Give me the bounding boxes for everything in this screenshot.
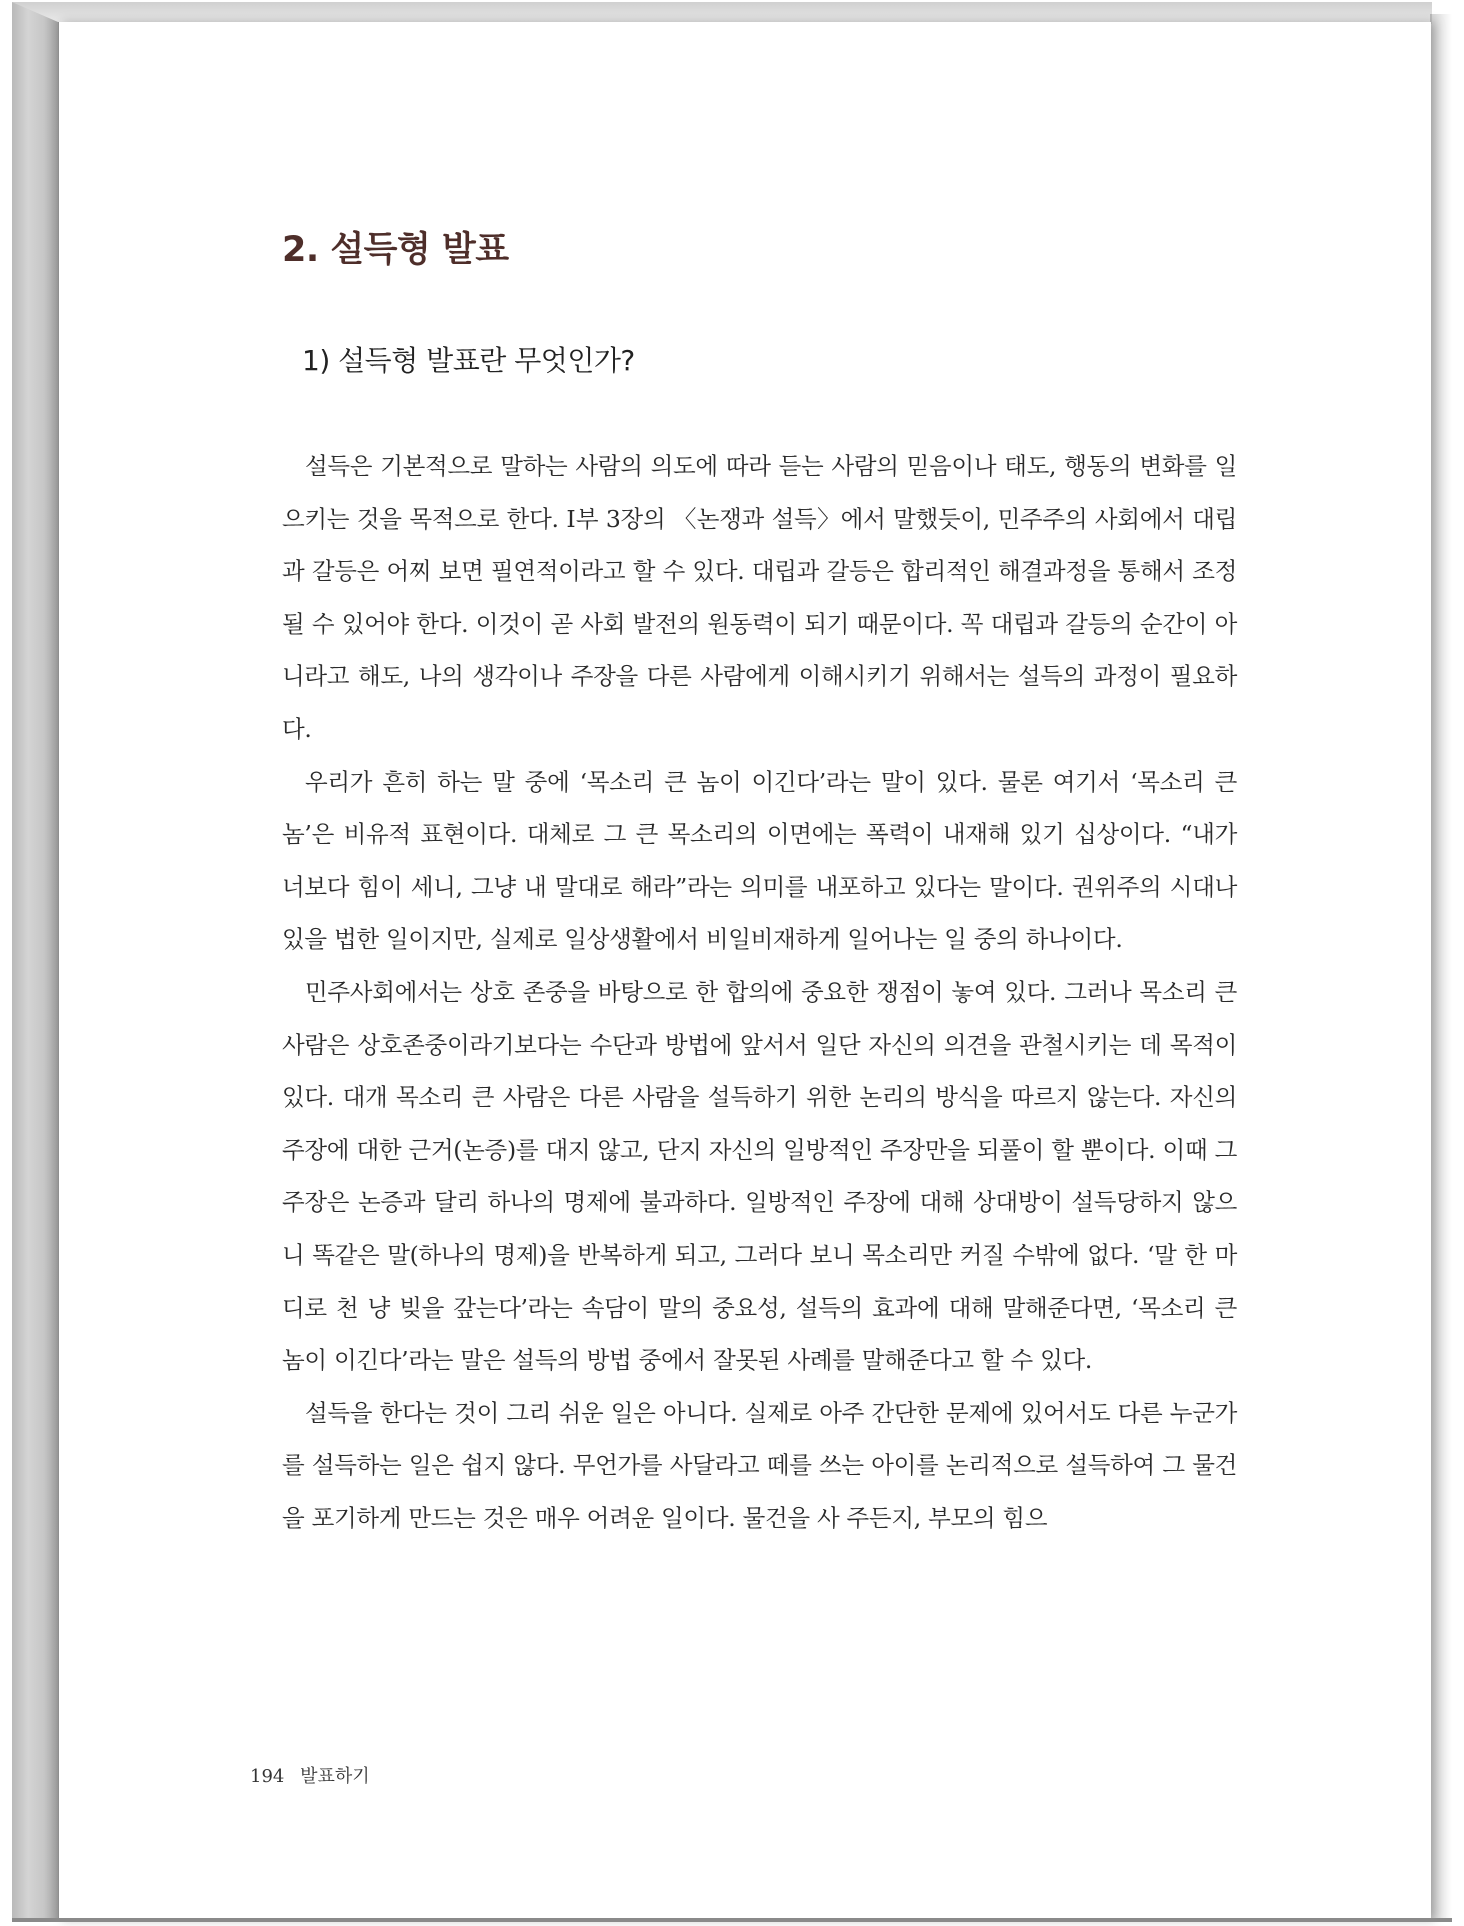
page-bottom-edge [12, 1918, 1452, 1922]
page-footer [250, 1762, 370, 1788]
section-title: 2. 설득형 발표 [282, 230, 509, 270]
paragraph-1: 설득은 기본적으로 말하는 사람의 의도에 따라 듣는 사람의 믿음이나 태도, 행동의 변화를 일으키는 것을 목적으로 한다. Ⅰ부 3장의 〈논쟁과 설득〉에서 말했듯이, 민주주의 사회에서 대립과 갈등은 어찌 보면 필연적이라고 할 수 있다. 대립과 갈등은 합리적인 해결과정을 통해서 조정될 수 있어야 한다. 이것이 곧 사회 발전의 원동력이 되기 때문이다. 꼭 대립과 갈등의 순간이 아니라고 해도, 나의 생각이나 주장을 다른 사람에게 이해시키기 위해서는 설득의 과정이 필요하다. [282, 452, 1237, 743]
book-spine-edge [12, 2, 58, 1920]
page-shadow [1430, 14, 1452, 1920]
body-text [282, 440, 1237, 1544]
running-section: 발표하기 [300, 1766, 370, 1787]
paragraph-2: 우리가 흔히 하는 말 중에 ‘목소리 큰 놈이 이긴다’라는 말이 있다. 물론 여기서 ‘목소리 큰 놈’은 비유적 표현이다. 대체로 그 큰 목소리의 이면에는 폭력이 내재해 있기 십상이다. “내가 너보다 힘이 세니, 그냥 내 말대로 해라”라는 의미를 내포하고 있다는 말이다. 권위주의 시대나 있을 법한 일이지만, 실제로 일상생활에서 비일비재하게 일어나는 일 중의 하나이다. [282, 767, 1237, 954]
paragraph-4: 설득을 한다는 것이 그리 쉬운 일은 아니다. 실제로 아주 간단한 문제에 있어서도 다른 누군가를 설득하는 일은 쉽지 않다. 무언가를 사달라고 떼를 쓰는 아이를 논리적으로 설득하여 그 물건을 포기하게 만드는 것은 매우 어려운 일이다. 물건을 사 주든지, 부모의 힘으 [282, 1398, 1237, 1532]
subsection-title: 1) 설득형 발표란 무엇인가? [302, 344, 635, 377]
page-number: 194 [250, 1766, 285, 1787]
paragraph-3: 민주사회에서는 상호 존중을 바탕으로 한 합의에 중요한 쟁점이 놓여 있다. 그러나 목소리 큰 사람은 상호존중이라기보다는 수단과 방법에 앞서서 일단 자신의 의견을 관철시키는 데 목적이 있다. 대개 목소리 큰 사람은 다른 사람을 설득하기 위한 논리의 방식을 따르지 않는다. 자신의 주장에 대한 근거(논증)를 대지 않고, 단지 자신의 일방적인 주장만을 되풀이 할 뿐이다. 이때 그 주장은 논증과 달리 하나의 명제에 불과하다. 일방적인 주장에 대해 상대방이 설득당하지 않으니 똑같은 말(하나의 명제)을 반복하게 되고, 그러다 보니 목소리만 커질 수밖에 없다. ‘말 한 마디로 천 냥 빚을 갚는다’라는 속담이 말의 중요성, 설득의 효과에 대해 말해준다면, ‘목소리 큰 놈이 이긴다’라는 말은 설득의 방법 중에서 잘못된 사례를 말해준다고 할 수 있다. [282, 977, 1237, 1375]
book-top-edge [12, 2, 1432, 24]
